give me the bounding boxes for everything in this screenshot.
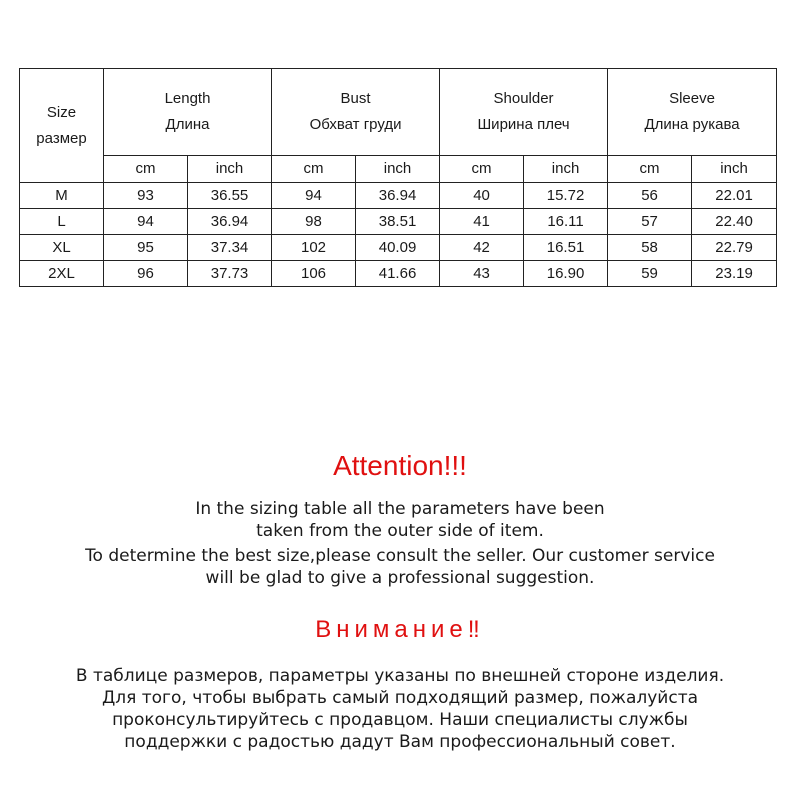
notice-line: В таблице размеров, параметры указаны по внешней стороне изделия.	[75, 666, 725, 686]
table-row-xl	[20, 235, 777, 261]
table-cell: 43	[440, 261, 524, 287]
unit-cell: cm	[440, 156, 524, 183]
unit-cell: inch	[188, 156, 272, 183]
unit-cell: cm	[608, 156, 692, 183]
table-cell: 57	[608, 209, 692, 235]
length-header-en: Length	[164, 90, 211, 107]
shoulder-header-cell	[440, 69, 608, 156]
size-header-ru: размер	[36, 129, 87, 147]
table-cell: 93	[104, 183, 188, 209]
unit-row	[20, 156, 777, 183]
table-cell: 58	[608, 235, 692, 261]
bust-header-ru: Обхват груди	[309, 116, 402, 133]
notice-line: In the sizing table all the parameters have been	[195, 499, 605, 519]
notice-line: поддержки с радостью дадут Вам профессиональный совет.	[124, 732, 676, 752]
table-cell: 36.94	[188, 209, 272, 235]
table-row-l	[20, 209, 777, 235]
table-cell: 106	[272, 261, 356, 287]
table-cell: 56	[608, 183, 692, 209]
table-cell: 15.72	[524, 183, 608, 209]
size-chart-table	[19, 68, 777, 287]
table-cell: 23.19	[692, 261, 777, 287]
sleeve-header-ru: Длина рукава	[644, 116, 740, 133]
size-cell: XL	[20, 235, 104, 261]
sleeve-header-cell	[608, 69, 777, 156]
size-cell: 2XL	[20, 261, 104, 287]
table-cell: 41.66	[356, 261, 440, 287]
unit-cell: inch	[692, 156, 777, 183]
table-cell: 36.94	[356, 183, 440, 209]
length-header-ru: Длина	[165, 116, 210, 133]
table-cell: 22.79	[692, 235, 777, 261]
table-cell: 96	[104, 261, 188, 287]
table-cell: 59	[608, 261, 692, 287]
size-header-en: Size	[46, 103, 77, 121]
notice-line: will be glad to give a professional suggestion.	[205, 568, 595, 588]
size-cell: M	[20, 183, 104, 209]
notice-line: To determine the best size,please consult the seller. Our customer service	[85, 546, 715, 566]
unit-cell: inch	[524, 156, 608, 183]
notice-paragraph-en-1	[0, 498, 800, 542]
table-cell: 40.09	[356, 235, 440, 261]
unit-cell: inch	[356, 156, 440, 183]
notice-line: проконсультируйтесь с продавцом. Наши специалисты службы	[112, 710, 688, 730]
notice-paragraph-ru	[0, 665, 800, 753]
length-header-cell	[104, 69, 272, 156]
shoulder-header-ru: Ширина плеч	[477, 116, 570, 133]
table-cell: 22.40	[692, 209, 777, 235]
table-cell: 37.34	[188, 235, 272, 261]
table-header-row	[20, 69, 777, 156]
table-cell: 98	[272, 209, 356, 235]
attention-heading-en: Attention!!!	[333, 450, 467, 481]
notice-paragraph-en-2	[0, 545, 800, 589]
notice-line: taken from the outer side of item.	[256, 521, 544, 541]
bust-header-cell	[272, 69, 440, 156]
table-cell: 94	[104, 209, 188, 235]
table-cell: 16.51	[524, 235, 608, 261]
table-row-2xl	[20, 261, 777, 287]
table-cell: 38.51	[356, 209, 440, 235]
table-cell: 40	[440, 183, 524, 209]
table-cell: 16.90	[524, 261, 608, 287]
unit-cell: cm	[272, 156, 356, 183]
bust-header-en: Bust	[340, 90, 371, 107]
table-row-m	[20, 183, 777, 209]
unit-cell: cm	[104, 156, 188, 183]
table-cell: 22.01	[692, 183, 777, 209]
table-cell: 36.55	[188, 183, 272, 209]
table-cell: 95	[104, 235, 188, 261]
table-cell: 16.11	[524, 209, 608, 235]
table-cell: 94	[272, 183, 356, 209]
size-cell: L	[20, 209, 104, 235]
table-cell: 102	[272, 235, 356, 261]
attention-heading-ru: Внимание‼	[315, 616, 485, 643]
table-cell: 37.73	[188, 261, 272, 287]
table-cell: 42	[440, 235, 524, 261]
notice-line: Для того, чтобы выбрать самый подходящий размер, пожалуйста	[101, 688, 699, 708]
shoulder-header-en: Shoulder	[493, 90, 554, 107]
sleeve-header-en: Sleeve	[669, 90, 715, 107]
table-cell: 41	[440, 209, 524, 235]
size-header-cell	[20, 69, 104, 183]
